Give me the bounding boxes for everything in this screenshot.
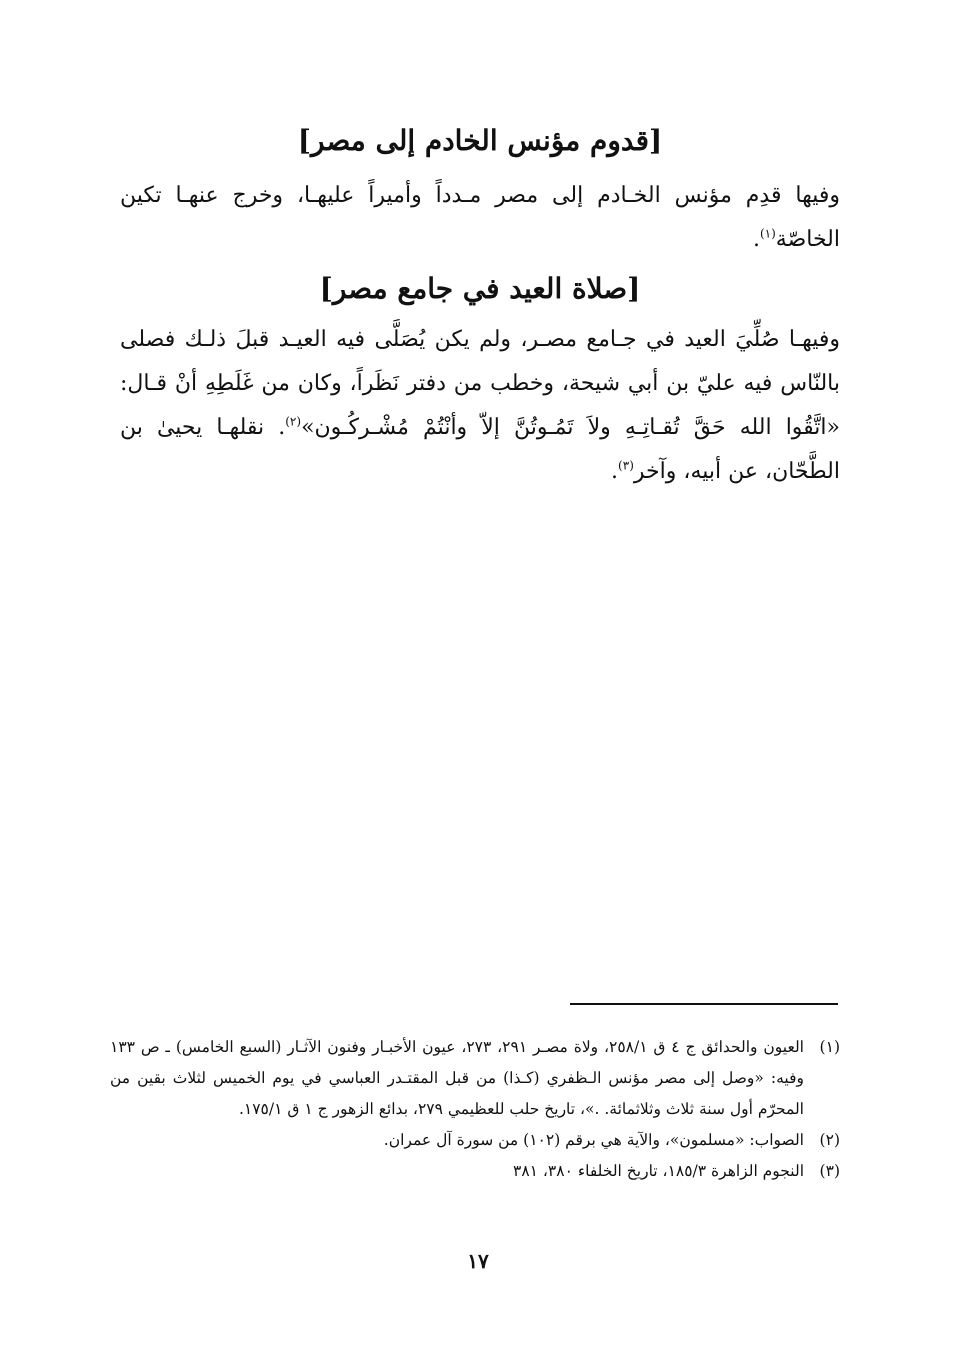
footnote-marker-3: (٣) [618,458,634,473]
paragraph-text: وفيها قدِم مؤنس الخـادم إلى مصر مـدداً وأميراً عليهـا، وخرج عنهـا تكين الخاصّة [120,183,840,252]
footnote-text: الصواب: «مسلمون»، والآية هي برقم (١٠٢) من سورة آل عمران. [383,1131,804,1149]
page-number: ١٧ [467,1249,489,1273]
paragraph-end: . [752,227,760,252]
footnote-text: النجوم الزاهرة ١٨٥/٣، تاريخ الخلفاء ٣٨٠، ٣٨١ [513,1162,804,1180]
footnote-number: (٢) [819,1131,840,1149]
paragraph-munis-arrival [120,174,840,262]
footnotes-list [110,1032,840,1187]
footnote-item-1 [110,1032,840,1125]
paragraph-text-part-2: . نقلهـا يحيىٰ بن الطَّحّان، عن أبيه، وآخر [120,415,840,484]
section-heading-munis-arrival: [قدوم مؤنس الخادم إلى مصر] [297,124,663,158]
paragraph-end: . [611,459,619,484]
footnote-marker-2: (٢) [285,414,302,429]
footnote-number: (١) [819,1038,840,1056]
footnote-separator [570,1003,838,1005]
section-heading-eid-prayer: [صلاة العيد في جامع مصر] [319,272,641,306]
footnote-number: (٣) [819,1162,840,1180]
paragraph-text-part-1: وفيهـا صُلِّيَ العيد في جـامع مصـر، ولم يكن يُصَلَّى فيه العيـد قبلَ ذلـك فصلى بالنّاس فيه عليّ بن أبي شيحة، وخطب من دفتر نَظَراً، وكان من غَلَطِهِ أنْ قـال: «اتَّقُوا الله حَقَّ تُقـاتِـهِ ولاَ تَمُـوتُنَّ إلاّ وأنْتُمْ مُشْـركُـون» [120,327,840,440]
paragraph-eid-prayer [120,318,840,494]
footnote-marker-1: (١) [759,226,776,241]
footnote-item-3 [110,1156,840,1187]
footnote-item-2 [110,1125,840,1156]
footnote-text: العيون والحدائق ج ٤ ق ٢٥٨/١، ولاة مصـر ٢٩١، ٢٧٣، عيون الأخبـار وفنون الآثـار (السبع الخامس) ـ ص ١٣٣ وفيه: «وصل إلى مصر مؤنس الـظفري (كـذا) من قبل المقتـدر العباسي في يوم الخميس لثلاث بقين من المحرّم أول سنة ثلاث وثلاثمائة. .»، تاريخ حلب للعظيمي ٢٧٩، بدائع الزهور ج ١ ق ١٧٥/١. [110,1038,804,1118]
